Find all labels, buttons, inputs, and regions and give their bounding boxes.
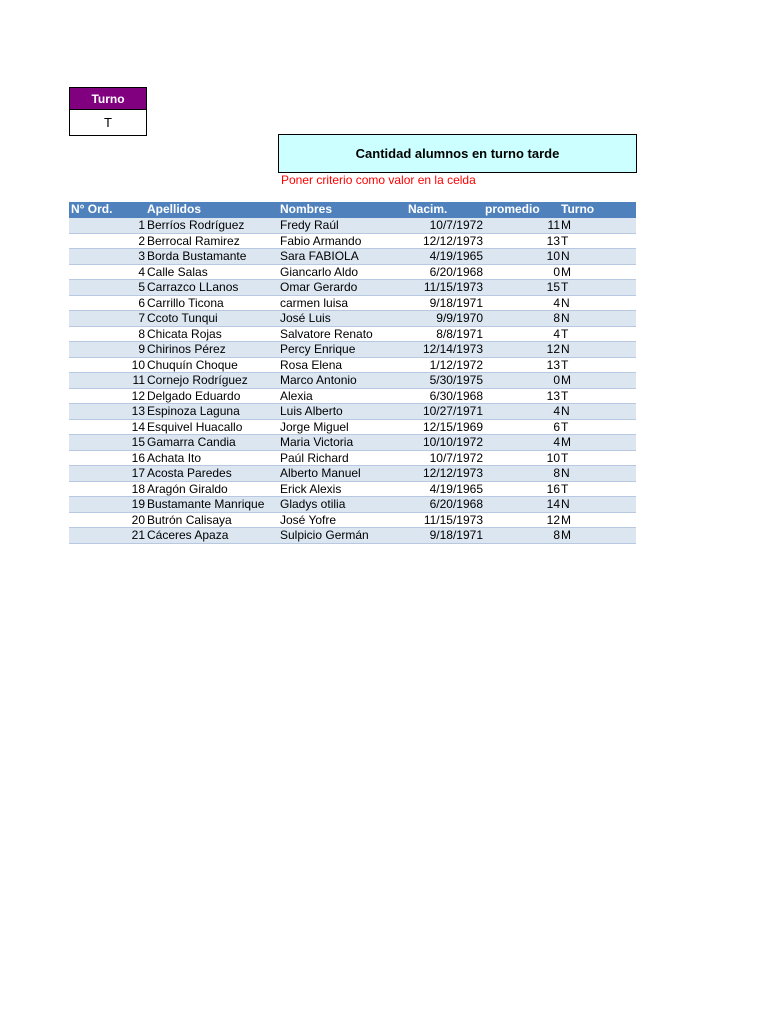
cell-nacim[interactable]: 9/18/1971 bbox=[429, 528, 483, 542]
cell-promedio[interactable]: 4 bbox=[553, 404, 560, 418]
table-row bbox=[69, 265, 636, 281]
cell-nacim[interactable]: 8/8/1971 bbox=[436, 326, 483, 341]
table-row bbox=[69, 358, 636, 374]
cell-apellidos[interactable]: Acosta Paredes bbox=[147, 466, 232, 480]
column-header-promedio[interactable]: promedio bbox=[485, 202, 540, 216]
cell-ord[interactable]: 21 bbox=[131, 528, 145, 542]
cell-ord[interactable]: 19 bbox=[131, 497, 145, 511]
cell-nacim[interactable]: 9/9/1970 bbox=[436, 311, 483, 325]
table-row bbox=[69, 482, 636, 498]
cell-nombres[interactable]: Luis Alberto bbox=[280, 404, 343, 418]
cell-promedio[interactable]: 10 bbox=[546, 450, 560, 465]
cell-ord[interactable]: 6 bbox=[138, 295, 145, 310]
cell-nacim[interactable]: 12/14/1973 bbox=[422, 342, 483, 356]
cell-ord[interactable]: 17 bbox=[131, 466, 145, 480]
page-title: Cantidad alumnos en turno tarde bbox=[278, 134, 637, 173]
cell-apellidos[interactable]: Espinoza Laguna bbox=[147, 404, 240, 418]
column-header-turno[interactable]: Turno bbox=[561, 202, 595, 216]
cell-promedio[interactable]: 4 bbox=[553, 295, 560, 310]
cell-apellidos[interactable]: Aragón Giraldo bbox=[147, 481, 228, 496]
cell-apellidos[interactable]: Chicata Rojas bbox=[147, 326, 222, 341]
cell-apellidos[interactable]: Gamarra Candia bbox=[147, 435, 236, 449]
cell-apellidos[interactable]: Delgado Eduardo bbox=[147, 388, 241, 403]
cell-nombres[interactable]: Paúl Richard bbox=[280, 450, 349, 465]
cell-apellidos[interactable]: Berrocal Ramirez bbox=[147, 233, 240, 248]
cell-ord[interactable]: 14 bbox=[131, 419, 145, 434]
cell-ord[interactable]: 12 bbox=[131, 388, 145, 403]
cell-promedio[interactable]: 13 bbox=[546, 357, 560, 372]
cell-promedio[interactable]: 8 bbox=[553, 528, 560, 542]
column-header-apellidos[interactable]: Apellidos bbox=[147, 202, 202, 216]
cell-turno[interactable]: T bbox=[561, 419, 569, 434]
table-row bbox=[69, 389, 636, 405]
table-row bbox=[69, 218, 636, 234]
cell-promedio[interactable]: 13 bbox=[546, 233, 560, 248]
cell-nacim[interactable]: 9/18/1971 bbox=[429, 295, 483, 310]
cell-ord[interactable]: 20 bbox=[131, 512, 145, 527]
column-header-nacim[interactable]: Nacim. bbox=[408, 202, 448, 216]
cell-apellidos[interactable]: Cornejo Rodríguez bbox=[147, 373, 248, 387]
table-row bbox=[69, 234, 636, 250]
cell-apellidos[interactable]: Ccoto Tunqui bbox=[147, 311, 218, 325]
cell-apellidos[interactable]: Berríos Rodríguez bbox=[147, 218, 245, 232]
table-row bbox=[69, 280, 636, 296]
cell-apellidos[interactable]: Calle Salas bbox=[147, 264, 208, 279]
cell-nacim[interactable]: 5/30/1975 bbox=[429, 373, 483, 387]
criteria-value-cell[interactable]: T bbox=[104, 115, 112, 130]
cell-nacim[interactable]: 6/30/1968 bbox=[429, 388, 483, 403]
cell-promedio[interactable]: 12 bbox=[546, 512, 560, 527]
cell-nacim[interactable]: 6/20/1968 bbox=[429, 497, 483, 511]
cell-apellidos[interactable]: Bustamante Manrique bbox=[147, 497, 265, 511]
table-row bbox=[69, 528, 636, 544]
cell-nacim[interactable]: 6/20/1968 bbox=[429, 264, 483, 279]
cell-turno[interactable]: M bbox=[561, 435, 571, 449]
table-row bbox=[69, 404, 636, 420]
cell-turno[interactable]: N bbox=[561, 295, 570, 310]
cell-nombres[interactable]: carmen luisa bbox=[280, 295, 349, 310]
cell-turno[interactable]: T bbox=[561, 233, 569, 248]
cell-apellidos[interactable]: Cáceres Apaza bbox=[147, 528, 229, 542]
cell-nombres[interactable]: Percy Enrique bbox=[280, 342, 356, 356]
cell-nacim[interactable]: 11/15/1973 bbox=[423, 280, 483, 294]
cell-turno[interactable]: M bbox=[561, 218, 571, 232]
cell-nombres[interactable]: Erick Alexis bbox=[280, 481, 342, 496]
table-row bbox=[69, 296, 636, 312]
cell-nombres[interactable]: Alexia bbox=[280, 388, 313, 403]
table-row bbox=[69, 249, 636, 265]
cell-ord[interactable]: 11 bbox=[132, 373, 145, 387]
cell-nacim[interactable]: 10/7/1972 bbox=[429, 450, 483, 465]
cell-nombres[interactable]: José Luis bbox=[280, 311, 331, 325]
cell-turno[interactable]: T bbox=[561, 481, 569, 496]
table-row bbox=[69, 513, 636, 529]
cell-nombres[interactable]: Jorge Miguel bbox=[280, 419, 349, 434]
students-table bbox=[69, 202, 636, 544]
cell-apellidos[interactable]: Achata Ito bbox=[147, 450, 202, 465]
cell-promedio[interactable]: 16 bbox=[546, 481, 560, 496]
cell-turno[interactable]: M bbox=[561, 528, 571, 542]
criteria-note: Poner criterio como valor en la celda bbox=[281, 173, 476, 187]
table-row bbox=[69, 466, 636, 482]
cell-turno[interactable]: N bbox=[561, 249, 570, 263]
cell-promedio[interactable]: 14 bbox=[546, 497, 560, 511]
cell-nombres[interactable]: Salvatore Renato bbox=[280, 326, 373, 341]
cell-turno[interactable]: T bbox=[561, 388, 569, 403]
cell-turno[interactable]: M bbox=[561, 373, 571, 387]
cell-nacim[interactable]: 4/19/1965 bbox=[429, 481, 483, 496]
cell-turno[interactable]: T bbox=[561, 357, 569, 372]
cell-nacim[interactable]: 10/27/1971 bbox=[422, 404, 483, 418]
cell-nombres[interactable]: Alberto Manuel bbox=[280, 466, 361, 480]
cell-nombres[interactable]: Fabio Armando bbox=[280, 233, 362, 248]
cell-nacim[interactable]: 4/19/1965 bbox=[429, 249, 483, 263]
cell-apellidos[interactable]: Carrillo Ticona bbox=[147, 295, 224, 310]
cell-promedio[interactable]: 6 bbox=[553, 419, 560, 434]
cell-apellidos[interactable]: Chuquín Choque bbox=[147, 357, 238, 372]
cell-apellidos[interactable]: Chirinos Pérez bbox=[147, 342, 226, 356]
cell-apellidos[interactable]: Butrón Calisaya bbox=[147, 512, 232, 527]
cell-turno[interactable]: N bbox=[561, 466, 570, 480]
cell-nombres[interactable]: Rosa Elena bbox=[280, 357, 343, 372]
cell-promedio[interactable]: 4 bbox=[553, 326, 560, 341]
cell-ord[interactable]: 16 bbox=[131, 450, 145, 465]
cell-turno[interactable]: N bbox=[561, 404, 570, 418]
cell-nacim[interactable]: 10/7/1972 bbox=[429, 218, 483, 232]
cell-nacim[interactable]: 10/10/1972 bbox=[422, 435, 483, 449]
table-row bbox=[69, 342, 636, 358]
cell-nombres[interactable]: Giancarlo Aldo bbox=[280, 264, 359, 279]
cell-nacim[interactable]: 11/15/1973 bbox=[423, 512, 483, 527]
cell-apellidos[interactable]: Carrazco LLanos bbox=[147, 280, 239, 294]
cell-turno[interactable]: T bbox=[561, 326, 569, 341]
cell-ord[interactable]: 7 bbox=[138, 311, 145, 325]
cell-nombres[interactable]: Maria Victoria bbox=[280, 435, 354, 449]
cell-ord[interactable]: 15 bbox=[131, 435, 145, 449]
cell-nombres[interactable]: Marco Antonio bbox=[280, 373, 357, 387]
table-row bbox=[69, 497, 636, 513]
table-row bbox=[69, 420, 636, 436]
cell-apellidos[interactable]: Esquivel Huacallo bbox=[147, 419, 243, 434]
cell-nacim[interactable]: 12/12/1973 bbox=[422, 233, 483, 248]
cell-promedio[interactable]: 4 bbox=[553, 435, 560, 449]
cell-turno[interactable]: N bbox=[561, 497, 570, 511]
cell-turno[interactable]: T bbox=[561, 280, 569, 294]
cell-promedio[interactable]: 11 bbox=[547, 218, 560, 232]
cell-ord[interactable]: 10 bbox=[131, 357, 145, 372]
table-row bbox=[69, 327, 636, 343]
cell-nombres[interactable]: Fredy Raúl bbox=[280, 218, 339, 232]
cell-promedio[interactable]: 8 bbox=[553, 311, 560, 325]
cell-ord[interactable]: 18 bbox=[131, 481, 145, 496]
cell-ord[interactable]: 1 bbox=[138, 218, 145, 232]
column-header-nombres[interactable]: Nombres bbox=[280, 202, 333, 216]
cell-ord[interactable]: 9 bbox=[138, 342, 145, 356]
cell-promedio[interactable]: 15 bbox=[546, 280, 560, 294]
cell-ord[interactable]: 8 bbox=[138, 326, 145, 341]
cell-turno[interactable]: M bbox=[561, 512, 571, 527]
table-row bbox=[69, 435, 636, 451]
cell-promedio[interactable]: 0 bbox=[553, 373, 560, 387]
table-row bbox=[69, 311, 636, 327]
table-header-row bbox=[69, 202, 636, 218]
cell-promedio[interactable]: 8 bbox=[553, 466, 560, 480]
cell-ord[interactable]: 5 bbox=[138, 280, 145, 294]
cell-turno[interactable]: T bbox=[561, 450, 569, 465]
table-row bbox=[69, 451, 636, 467]
column-header-ord[interactable]: N° Ord. bbox=[71, 202, 113, 216]
cell-promedio[interactable]: 0 bbox=[553, 264, 560, 279]
cell-nombres[interactable]: Omar Gerardo bbox=[280, 280, 358, 294]
criteria-box bbox=[69, 87, 147, 136]
cell-nombres[interactable]: Sulpicio Germán bbox=[280, 528, 369, 542]
cell-promedio[interactable]: 13 bbox=[546, 388, 560, 403]
cell-promedio[interactable]: 12 bbox=[546, 342, 560, 356]
cell-turno[interactable]: M bbox=[561, 264, 571, 279]
cell-nombres[interactable]: José Yofre bbox=[280, 512, 337, 527]
cell-turno[interactable]: N bbox=[561, 342, 570, 356]
cell-nacim[interactable]: 12/12/1973 bbox=[422, 466, 483, 480]
cell-ord[interactable]: 2 bbox=[138, 233, 145, 248]
cell-nombres[interactable]: Sara FABIOLA bbox=[280, 249, 359, 263]
cell-ord[interactable]: 3 bbox=[138, 249, 145, 263]
cell-turno[interactable]: N bbox=[561, 311, 570, 325]
cell-promedio[interactable]: 10 bbox=[546, 249, 560, 263]
table-row bbox=[69, 373, 636, 389]
cell-ord[interactable]: 4 bbox=[138, 264, 145, 279]
cell-nacim[interactable]: 1/12/1972 bbox=[429, 357, 483, 372]
cell-apellidos[interactable]: Borda Bustamante bbox=[147, 249, 247, 263]
cell-ord[interactable]: 13 bbox=[131, 404, 145, 418]
cell-nombres[interactable]: Gladys otilia bbox=[280, 497, 346, 511]
cell-nacim[interactable]: 12/15/1969 bbox=[422, 419, 483, 434]
criteria-header: Turno bbox=[70, 88, 146, 110]
